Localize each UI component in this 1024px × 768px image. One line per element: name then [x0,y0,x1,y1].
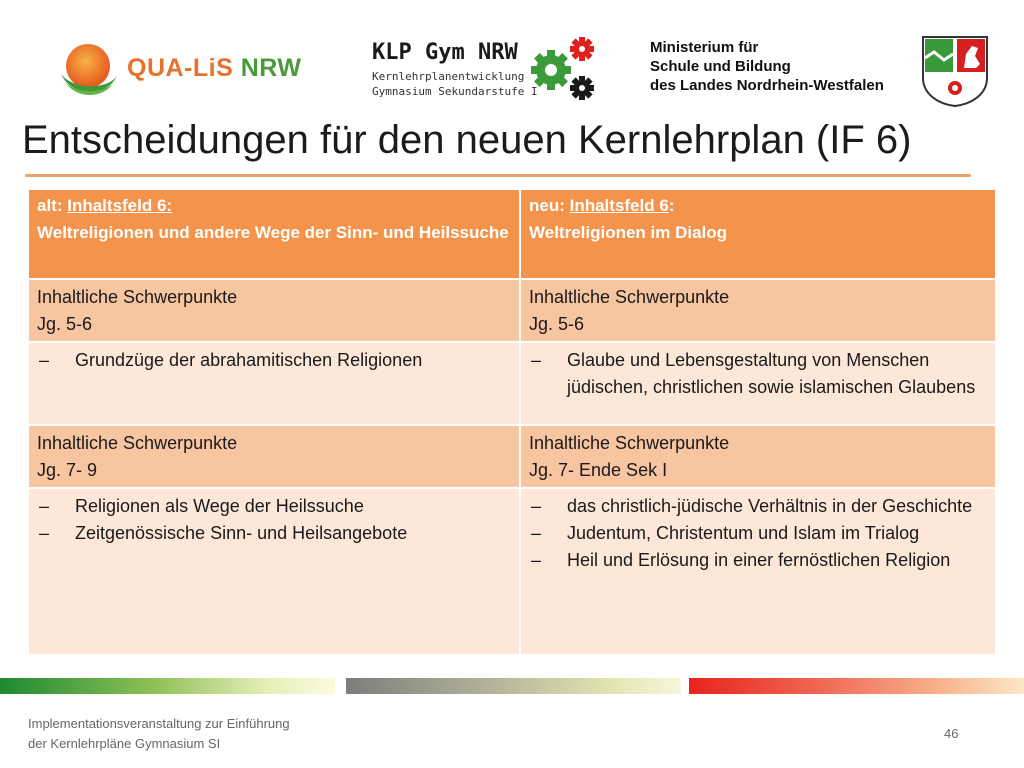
footer-caption [28,714,290,754]
grade-label: Jg. 7- Ende Sek I [529,460,668,480]
footer-bar-gray [346,678,681,694]
header-new-title: Weltreligionen im Dialog [529,223,728,242]
klp-subtitle-1: Kernlehrplanentwicklung [372,70,525,83]
items-cell-old-1 [29,343,519,424]
curriculum-comparison-table [27,188,997,656]
grade-label: Jg. 5-6 [37,314,93,334]
header-old-prefix: alt: [37,196,68,215]
table-header-row [29,190,995,278]
header-new-prefix: neu: [529,196,570,215]
header-cell-old [29,190,519,278]
klp-title: KLP Gym NRW [372,40,518,65]
header-new-field: Inhaltsfeld 6 [569,196,669,215]
focus-label: Inhaltliche Schwerpunkte [37,433,238,453]
klp-logo [370,40,605,106]
page-title: Entscheidungen für den neuen Kernlehrplan (IF 6) [22,118,912,162]
footer-bar-green [0,678,335,694]
list-item: – Glaube und Lebensgestaltung von Menschen jüdischen, christlichen sowie islamischen Glaubens [529,347,987,401]
items-cell-new-1 [521,343,995,424]
qualis-sun-logo-icon [55,38,121,104]
bullet-list [37,347,511,374]
qualis-wordmark-part1: QUA-LiS [127,54,241,82]
ministry-logo [645,34,995,108]
focus-label: Inhaltliche Schwerpunkte [529,287,730,307]
grade-label: Jg. 7- 9 [37,460,98,480]
footer-line-1: Implementationsveranstaltung zur Einführung [28,716,290,731]
focus-label: Inhaltliche Schwerpunkte [37,287,238,307]
ministry-name [650,38,884,95]
ministry-line-2: Schule und Bildung [650,58,791,75]
ministry-line-3: des Landes Nordrhein-Westfalen [650,77,884,94]
focus-row-2 [29,426,995,487]
nrw-crest-icon [920,34,990,108]
items-row-1 [29,343,995,424]
bullet-list [529,493,987,574]
list-item: – das christlich-jüdische Verhältnis in der Geschichte [529,493,987,520]
footer-bar-red [689,678,1024,694]
focus-cell-new-2 [521,426,995,487]
gears-icon [525,36,605,106]
header-old-title: Weltreligionen und andere Wege der Sinn- und Heilssuche [37,223,509,242]
list-item: – Religionen als Wege der Heilssuche [37,493,511,520]
focus-cell-new-1 [521,280,995,341]
items-row-2 [29,489,995,654]
qualis-wordmark [127,54,301,83]
header-new-colon: : [668,196,675,215]
page-number: 46 [944,726,959,741]
qualis-logo [55,38,305,104]
klp-subtitle-2: Gymnasium Sekundarstufe I [372,85,538,98]
qualis-wordmark-part2: NRW [240,54,302,82]
header-cell-new [521,190,995,278]
focus-row-1 [29,280,995,341]
items-cell-old-2 [29,489,519,654]
list-item: – Judentum, Christentum und Islam im Trialog [529,520,987,547]
footer-line-2: der Kernlehrpläne Gymnasium SI [28,736,221,751]
ministry-line-1: Ministerium für [650,39,759,56]
focus-cell-old-1 [29,280,519,341]
focus-label: Inhaltliche Schwerpunkte [529,433,730,453]
items-cell-new-2 [521,489,995,654]
bullet-list [37,493,511,547]
title-underline [25,174,971,177]
grade-label: Jg. 5-6 [529,314,585,334]
list-item: – Grundzüge der abrahamitischen Religionen [37,347,511,374]
list-item: – Heil und Erlösung in einer fernöstlichen Religion [529,547,987,574]
bullet-list [529,347,987,401]
focus-cell-old-2 [29,426,519,487]
list-item: – Zeitgenössische Sinn- und Heilsangebote [37,520,511,547]
header-old-field: Inhaltsfeld 6: [67,196,173,215]
